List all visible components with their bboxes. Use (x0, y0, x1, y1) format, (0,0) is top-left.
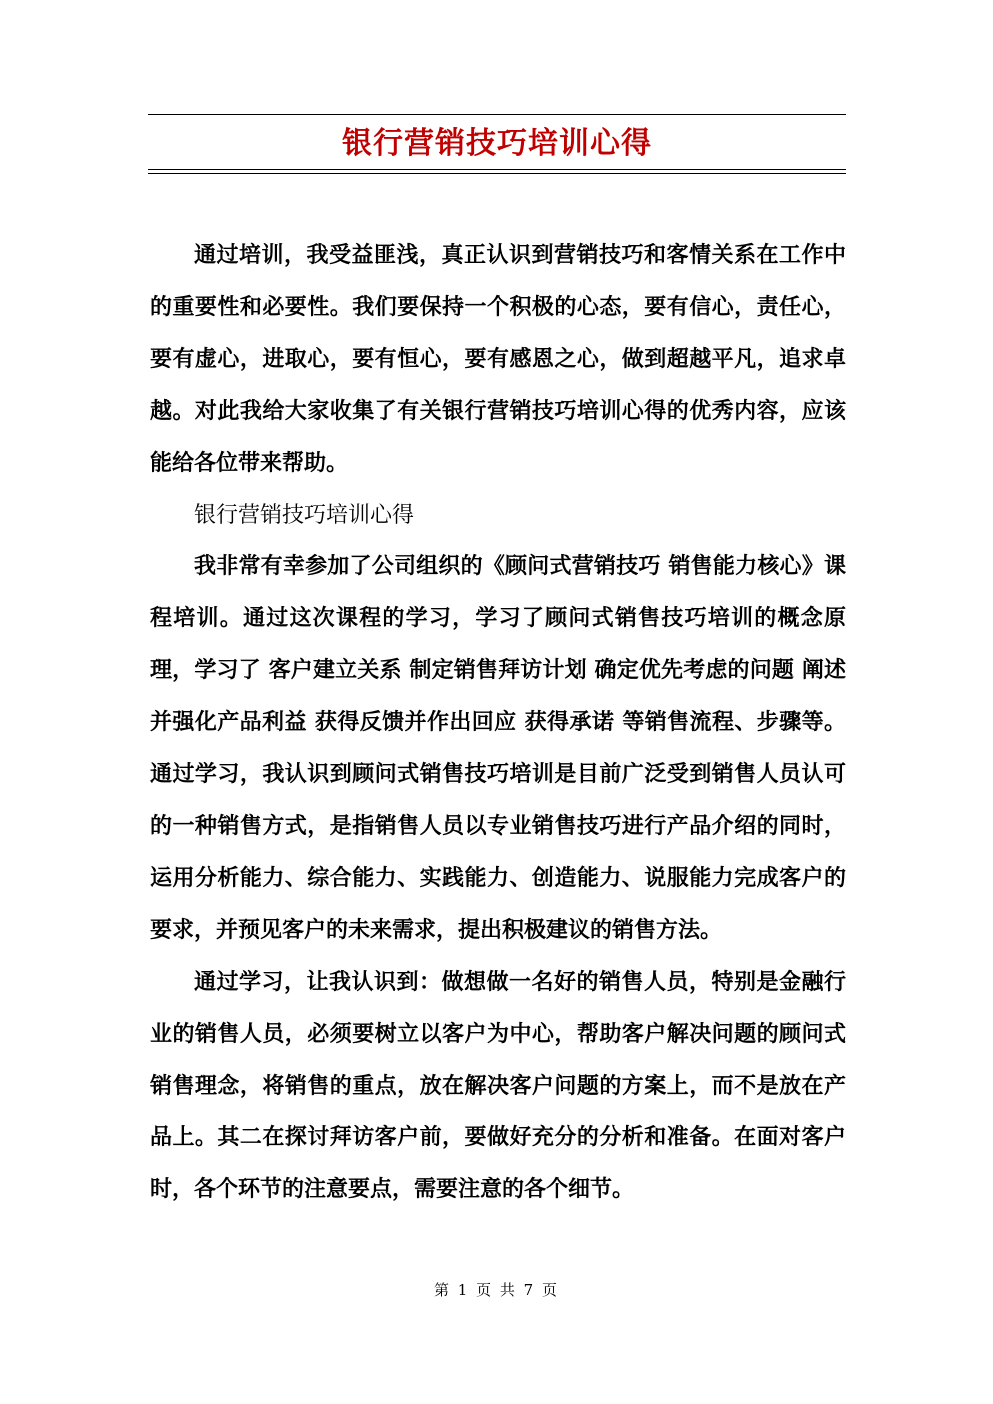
section-heading: 银行营销技巧培训心得 (194, 502, 415, 528)
page-number: 第 1 页 共 7 页 (434, 1281, 559, 1299)
body-paragraph: 通过学习，让我认识到：做想做一名好的销售人员，特别是金融行业的销售人员，必须要树立以客户为中心，帮助客户解决问题的顾问式销售理念，将销售的重点，放在解决客户问题的方案上，而不是放在产品上。其二在探讨拜访客户前，要做好充分的分析和准备。在面对客户时，各个环节的注意要点，需要注意的各个细节。 (150, 968, 846, 1203)
body-paragraph: 我非常有幸参加了公司组织的《顾问式营销技巧 销售能力核心》课程培训。通过这次课程的学习，学习了顾问式销售技巧培训的概念原理，学习了 客户建立关系 制定销售拜访计划 确定优先考虑的问题 阐述并强化产品利益 获得反馈并作出回应 获得承诺 等销售流程、步骤等。 通过学习，我认识到顾问式销售技巧培训是目前广泛受到销售人员认可的一种销售方式，是指销售人员以专业销售技巧进行产品介绍的同时，运用分析能力、综合能力、实践能力、创造能力、说服能力完成客户的要求，并预见客户的未来需求，提出积极建议的销售方法。 (150, 553, 846, 943)
title-bottom-rule (148, 169, 846, 174)
document-title: 银行营销技巧培训心得 (342, 126, 652, 161)
title-top-rule (148, 114, 846, 115)
document-body (150, 230, 846, 1216)
intro-paragraph: 通过培训，我受益匪浅，真正认识到营销技巧和客情关系在工作中的重要性和必要性。我们要保持一个积极的心态，要有信心，责任心，要有虚心，进取心，要有恒心，要有感恩之心，做到超越平凡，追求卓越。对此我给大家收集了有关银行营销技巧培训心得的优秀内容，应该能给各位带来帮助。 (150, 242, 846, 476)
